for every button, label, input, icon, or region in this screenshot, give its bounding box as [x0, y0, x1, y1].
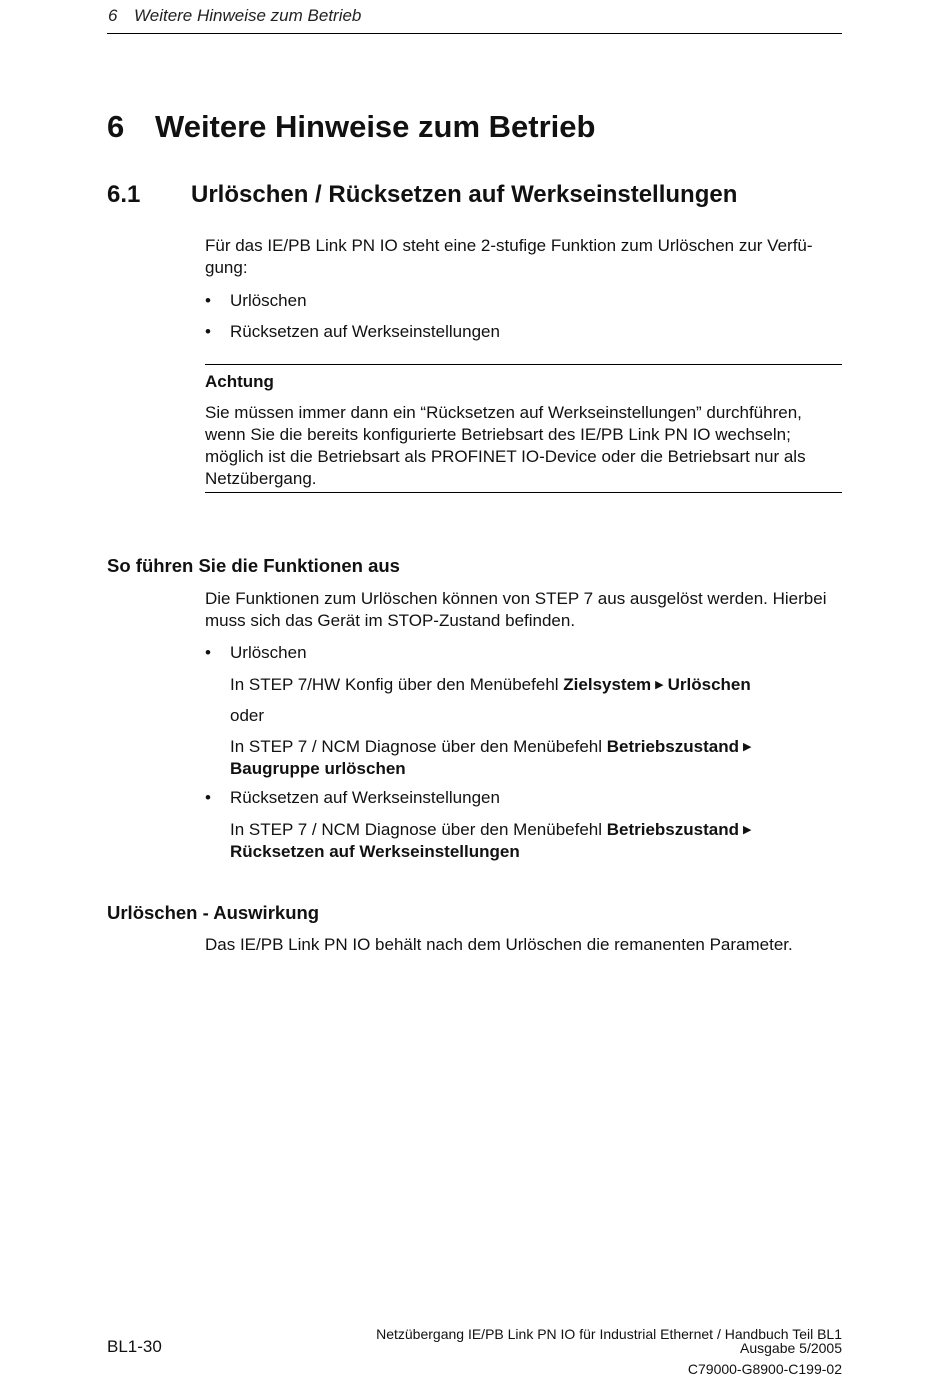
- menu-command: Baugruppe urlöschen: [230, 759, 406, 778]
- step-3-text: In STEP 7 / NCM Diagnose über den Menübefehl: [230, 820, 607, 839]
- effect-heading: Urlöschen - Auswirkung: [107, 902, 320, 923]
- howto-line-1: Die Funktionen zum Urlöschen können von STEP 7 aus ausgelöst werden. Hierbei: [205, 589, 827, 608]
- or-text: oder: [230, 706, 265, 725]
- menu-arrow-icon: ▶: [742, 741, 752, 753]
- step-1: [230, 674, 843, 696]
- running-header-chapter-number: 6: [108, 6, 118, 25]
- howto-heading: So führen Sie die Funktionen aus: [107, 555, 400, 576]
- footer-order-number: C79000-G8900-C199-02: [687, 1361, 842, 1377]
- menu-command: Rücksetzen auf Werkseinstellungen: [230, 842, 520, 861]
- note-label: Achtung: [205, 372, 274, 391]
- intro-bullet-text: Rücksetzen auf Werkseinstellungen: [230, 322, 500, 341]
- note-bottom-rule: [205, 492, 842, 493]
- chapter-title: [107, 109, 595, 145]
- section-title-text: Urlöschen / Rücksetzen auf Werkseinstellungen: [191, 181, 738, 208]
- chapter-title-text: Weitere Hinweise zum Betrieb: [155, 109, 596, 144]
- bullet-icon: •: [205, 322, 211, 341]
- running-header-chapter-title: Weitere Hinweise zum Betrieb: [134, 6, 362, 25]
- page-number: BL1-30: [107, 1337, 162, 1356]
- bullet-icon: •: [205, 291, 211, 310]
- intro-bullet-text: Urlöschen: [230, 291, 307, 310]
- chapter-number: 6: [107, 109, 125, 144]
- menu-command: Betriebszustand: [606, 820, 739, 839]
- howto-bullet-text: Urlöschen: [230, 643, 307, 662]
- menu-command: Betriebszustand: [606, 737, 739, 756]
- footer-title: Netzübergang IE/PB Link PN IO für Industrial Ethernet / Handbuch Teil BL1: [376, 1326, 842, 1342]
- menu-command: Urlöschen: [667, 675, 751, 694]
- step-2: [230, 736, 843, 779]
- menu-command: Zielsystem: [563, 675, 652, 694]
- step-2-text: In STEP 7 / NCM Diagnose über den Menübefehl: [230, 737, 607, 756]
- howto-bullet-text: Rücksetzen auf Werkseinstellungen: [230, 788, 500, 807]
- intro-line-2: gung:: [205, 258, 248, 277]
- section-number: 6.1: [107, 181, 141, 208]
- footer-edition: Ausgabe 5/2005: [740, 1340, 842, 1356]
- note-line: Sie müssen immer dann ein “Rücksetzen auf Werkseinstellungen” durchführen,: [205, 403, 802, 422]
- note-line: wenn Sie die bereits konfigurierte Betriebsart des IE/PB Link PN IO wechseln;: [205, 425, 791, 444]
- menu-arrow-icon: ▶: [742, 824, 752, 836]
- step-3: [230, 819, 843, 862]
- note-line: möglich ist die Betriebsart als PROFINET IO-Device oder die Betriebsart nur als: [205, 447, 806, 466]
- step-1-text: In STEP 7/HW Konfig über den Menübefehl: [230, 675, 564, 694]
- bullet-icon: •: [205, 643, 211, 662]
- note-line: Netzübergang.: [205, 469, 317, 488]
- howto-line-2: muss sich das Gerät im STOP-Zustand befinden.: [205, 611, 576, 630]
- header-divider: [107, 33, 842, 34]
- running-header: [108, 6, 361, 26]
- menu-arrow-icon: ▶: [655, 679, 664, 691]
- intro-line-1: Für das IE/PB Link PN IO steht eine 2-stufige Funktion zum Urlöschen zur Verfü-: [205, 236, 813, 255]
- note-top-rule: [205, 364, 842, 365]
- section-title: [107, 181, 737, 209]
- effect-text: Das IE/PB Link PN IO behält nach dem Urlöschen die remanenten Parameter.: [205, 935, 793, 954]
- bullet-icon: •: [205, 788, 211, 807]
